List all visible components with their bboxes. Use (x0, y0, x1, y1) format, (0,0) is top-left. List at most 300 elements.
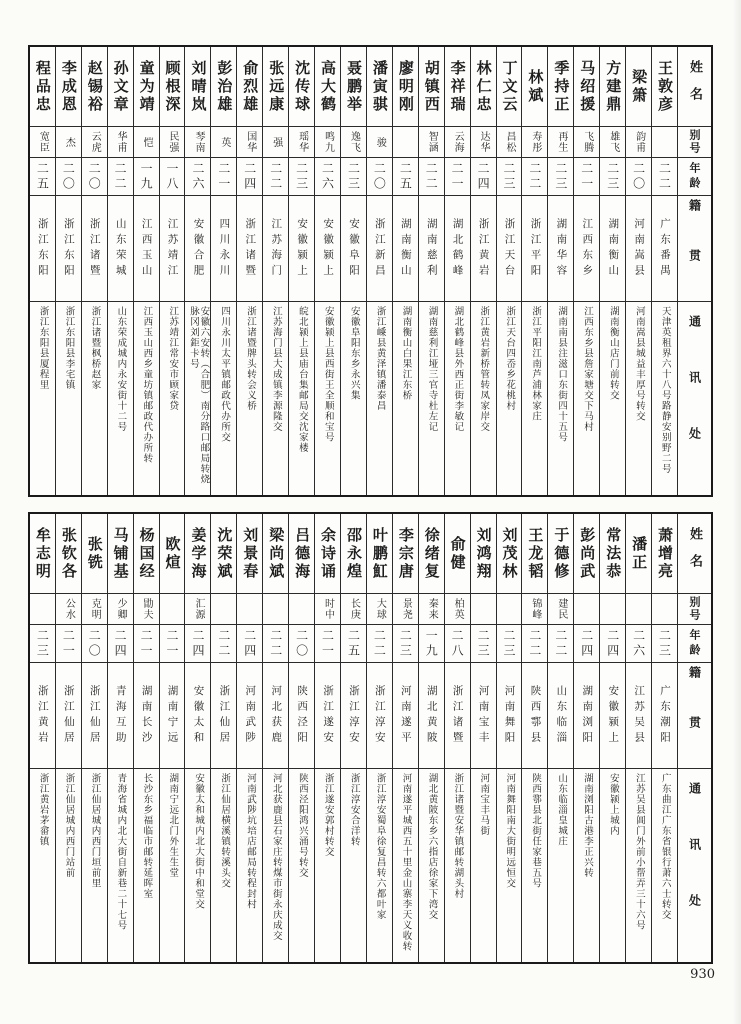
entry-alias: 建民 (555, 598, 567, 620)
entry-age: 二二 (657, 161, 672, 192)
entry-age-cell (82, 625, 107, 663)
entry-address: 安徽六安转（合肥）南分路口邮局转烧脉冈刘鉅卡号 (187, 306, 210, 485)
entry-origin-cell (56, 196, 81, 302)
header-address (678, 302, 711, 495)
entry-address-cell (134, 302, 159, 495)
entry-column (210, 47, 236, 495)
entry-address: 青海省城内北大街自新巷二十七号 (115, 773, 127, 931)
entry-origin-cell (471, 663, 496, 769)
entry-alias: 景尧 (400, 598, 412, 620)
entry-name-cell (30, 514, 55, 594)
entry-age: 二二 (268, 628, 283, 659)
entry-name: 潘正 (630, 535, 649, 572)
entry-alias-cell (626, 127, 651, 158)
entry-age: 二〇 (294, 628, 309, 659)
entry-address-cell (522, 302, 547, 495)
entry-origin: 河南嵩县 (633, 217, 646, 280)
entry-address-cell (367, 302, 392, 495)
entry-name-cell (626, 47, 651, 127)
entry-alias: 民强 (167, 131, 179, 153)
entry-name-cell (600, 47, 625, 127)
entry-name-cell (185, 47, 210, 127)
entry-age: 二〇 (87, 628, 102, 659)
entry-age: 二三 (502, 161, 516, 192)
entry-age: 二〇 (61, 161, 76, 192)
entry-alias-cell (367, 127, 392, 158)
entry-origin: 四川永川 (218, 217, 231, 280)
entry-name-cell (341, 47, 366, 127)
entry-origin: 湖南浏阳 (581, 684, 594, 747)
entry-name-cell (56, 514, 81, 594)
entry-column (366, 514, 392, 962)
entry-address: 河南武陟坑培店邮局转程封村 (245, 773, 256, 910)
entry-alias-cell (30, 594, 55, 625)
entry-age-cell (600, 158, 625, 196)
entry-column (314, 514, 340, 962)
entry-alias-cell (600, 127, 625, 158)
entry-address: 湖南衡山白果江东桥 (400, 306, 412, 401)
entry-column (392, 514, 418, 962)
entry-age-cell (263, 625, 288, 663)
entry-column (288, 514, 314, 962)
header-alias-label: 别号 (688, 596, 701, 622)
entry-age: 二二 (553, 628, 568, 659)
entry-origin-cell (263, 663, 288, 769)
entry-alias-cell (185, 594, 210, 625)
entry-origin: 安徽阜阳 (347, 217, 360, 280)
entry-name: 刘晴岚 (189, 59, 208, 114)
entry-age: 一八 (165, 161, 180, 192)
entry-name: 顾根深 (163, 59, 182, 114)
entry-address-cell (160, 302, 185, 495)
entry-age-cell (30, 625, 55, 663)
header-name-label: 姓名 (687, 526, 702, 581)
entry-name: 叶鹏魟 (370, 526, 389, 581)
entry-age: 二三 (294, 161, 309, 192)
entry-age-cell (82, 158, 107, 196)
entry-age-cell (134, 625, 159, 663)
entry-origin-cell (211, 663, 236, 769)
entry-age-cell (315, 158, 340, 196)
entry-origin: 湖南华容 (555, 217, 568, 280)
entry-age-cell (471, 158, 496, 196)
header-column (677, 514, 711, 962)
entry-name-cell (471, 514, 496, 594)
entry-origin: 浙江平阳 (529, 217, 542, 280)
entry-age: 二六 (320, 161, 335, 192)
entry-alias: 达华 (478, 131, 490, 153)
entry-address: 浙江嵊县黄泽镇潘泰昌 (374, 306, 386, 411)
entry-alias-cell (56, 127, 81, 158)
entry-origin: 广东潮阳 (659, 684, 672, 747)
header-age-label: 年龄 (688, 628, 701, 659)
entry-age: 二二 (527, 628, 542, 659)
entry-age: 二五 (346, 628, 361, 659)
entry-column (81, 514, 107, 962)
entry-name: 刘茂林 (500, 526, 519, 581)
entry-address: 浙江仙居横溪镇转溪头交 (219, 773, 231, 889)
entry-name-cell (548, 514, 573, 594)
entry-alias-cell (652, 127, 677, 158)
entry-alias: 琴南 (192, 131, 204, 153)
entry-alias-cell (289, 127, 314, 158)
entry-column (547, 514, 573, 962)
entry-address: 浙江诸暨牌头转会义桥 (245, 306, 256, 411)
entry-alias-cell (315, 127, 340, 158)
entry-age-cell (652, 158, 677, 196)
entry-origin-cell (522, 196, 547, 302)
entry-age: 二二 (113, 161, 128, 192)
entry-name-cell (548, 47, 573, 127)
entry-address-cell (341, 769, 366, 962)
entry-origin-cell (600, 196, 625, 302)
entry-origin-cell (393, 196, 418, 302)
entry-origin: 江苏靖江 (166, 217, 179, 280)
entry-alias: 锦峰 (529, 598, 541, 620)
entry-name-cell (315, 47, 340, 127)
entry-origin: 浙江遂安 (322, 684, 335, 747)
entry-address: 浙江天台四岙乡花桃村 (504, 306, 516, 411)
entry-origin-cell (626, 196, 651, 302)
entry-name-cell (211, 47, 236, 127)
entry-name-cell (652, 514, 677, 594)
entry-name: 林仁忠 (474, 59, 493, 114)
entry-origin-cell (289, 196, 314, 302)
entry-age: 二〇 (87, 161, 102, 192)
entry-name: 丁文云 (500, 59, 519, 114)
entry-age-cell (237, 625, 262, 663)
entry-name-cell (574, 47, 599, 127)
entry-name: 张远康 (267, 59, 286, 114)
entry-age: 二二 (268, 161, 283, 192)
entry-address-cell (82, 769, 107, 962)
entry-address-cell (626, 302, 651, 495)
entry-origin-cell (600, 663, 625, 769)
entry-address-cell (471, 769, 496, 962)
entry-address-cell (30, 769, 55, 962)
entry-address: 河北获鹿县石家庄转煤市街永庆成交 (270, 773, 282, 941)
entry-name: 徐绪复 (422, 526, 441, 581)
entry-age: 二四 (476, 161, 491, 192)
entry-address: 湖南慈利江垭三官寺杜左记 (426, 306, 438, 432)
entry-origin: 安徽太和 (192, 684, 205, 747)
entry-address-cell (652, 302, 677, 495)
entry-name-cell (211, 514, 236, 594)
entry-column (366, 47, 392, 495)
entry-alias-cell (471, 127, 496, 158)
entry-address: 陕西鄠县北街任家巷五号 (530, 773, 542, 889)
entry-name: 王敦彦 (656, 59, 675, 114)
entry-origin-cell (497, 663, 522, 769)
entry-name-cell (263, 514, 288, 594)
directory-table-bottom (28, 512, 713, 964)
entry-address-cell (185, 769, 210, 962)
entry-name: 李宗唐 (396, 526, 415, 581)
entry-age: 一九 (424, 628, 439, 659)
entry-column (625, 514, 651, 962)
entry-origin-cell (445, 663, 470, 769)
entry-origin-cell (237, 663, 262, 769)
entry-alias: 国华 (244, 131, 256, 153)
entry-alias-cell (30, 127, 55, 158)
entry-alias-cell (497, 127, 522, 158)
header-column (677, 47, 711, 495)
entry-origin-cell (522, 663, 547, 769)
entry-name: 刘鸿翔 (474, 526, 493, 581)
entry-age: 二四 (113, 628, 128, 659)
entry-address-cell (497, 302, 522, 495)
entry-column (418, 47, 444, 495)
entry-alias-cell (263, 594, 288, 625)
header-name (678, 47, 711, 127)
entry-address-cell (237, 769, 262, 962)
entry-address-cell (341, 302, 366, 495)
entry-origin: 浙江东阳 (62, 217, 75, 280)
entry-column (340, 514, 366, 962)
entry-origin: 湖南衡山 (607, 217, 620, 280)
entry-address-cell (30, 302, 55, 495)
entry-address-cell (56, 302, 81, 495)
entry-column (262, 514, 288, 962)
entry-age: 二三 (476, 628, 491, 659)
entry-age: 二四 (190, 628, 205, 659)
entry-address-cell (108, 769, 133, 962)
entry-address-cell (237, 302, 262, 495)
entry-age-cell (626, 625, 651, 663)
entry-address: 河南遂平城西五十里金山寨李天义收转 (400, 773, 412, 952)
entry-address-cell (419, 302, 444, 495)
entry-age-cell (160, 625, 185, 663)
entry-address: 安徽太和城内北大街中和堂交 (193, 773, 205, 910)
entry-origin: 江西玉山 (140, 217, 153, 280)
entry-alias-cell (393, 594, 418, 625)
entry-alias-cell (419, 594, 444, 625)
entry-alias-cell (497, 594, 522, 625)
entry-origin-cell (652, 196, 677, 302)
entry-origin: 广东番禺 (659, 217, 672, 280)
entry-name: 王龙韬 (526, 526, 545, 581)
entry-column (547, 47, 573, 495)
entry-name-cell (289, 47, 314, 127)
entry-alias: 云海 (452, 131, 464, 153)
entry-alias: 克明 (89, 598, 101, 620)
entry-address-cell (211, 302, 236, 495)
entry-address: 浙江东阳县厦程里 (37, 306, 49, 390)
entry-alias: 宽臣 (37, 131, 49, 153)
entry-name: 牟志明 (33, 526, 52, 581)
entry-origin-cell (185, 196, 210, 302)
entry-name-cell (393, 514, 418, 594)
header-alias (678, 594, 711, 625)
entry-age-cell (548, 625, 573, 663)
entry-alias: 汇源 (192, 598, 204, 620)
entry-origin: 浙江诸暨 (88, 217, 101, 280)
entry-name: 刘景春 (241, 526, 260, 581)
entry-age: 二八 (450, 628, 465, 659)
entry-address-cell (626, 769, 651, 962)
entry-column (30, 514, 55, 962)
header-origin-label: 籍贯 (687, 665, 702, 766)
entry-alias: 智涵 (426, 131, 438, 153)
entry-alias-cell (471, 594, 496, 625)
entry-name-cell (497, 47, 522, 127)
entry-origin-cell (56, 663, 81, 769)
entry-alias-cell (522, 594, 547, 625)
entry-name-cell (367, 514, 392, 594)
entry-age: 二一 (450, 161, 465, 192)
entry-alias-cell (56, 594, 81, 625)
entry-address: 江西东乡县詹家塘交下马村 (581, 306, 593, 432)
entry-age-cell (108, 625, 133, 663)
entry-name-cell (315, 514, 340, 594)
entry-address: 湖南南县注滋口东街四十五号 (556, 306, 568, 443)
entry-age: 二二 (527, 161, 542, 192)
entry-address: 安徽颍上城内 (607, 773, 619, 836)
entry-name: 俞烈雄 (241, 59, 260, 114)
entry-column (496, 47, 522, 495)
header-origin (678, 663, 711, 769)
entry-address-cell (522, 769, 547, 962)
entry-origin-cell (419, 196, 444, 302)
entry-address: 浙江仙居城内西门垣前里 (89, 773, 101, 889)
entry-age-cell (574, 158, 599, 196)
entry-origin: 浙江新昌 (373, 217, 386, 280)
entry-origin-cell (652, 663, 677, 769)
entry-origin: 河南遂平 (399, 684, 412, 747)
entry-origin: 浙江诸暨 (451, 684, 464, 747)
entry-column (651, 47, 677, 495)
entry-name-cell (652, 47, 677, 127)
entry-address: 江西玉山西乡童坊镇邮政代办所转 (141, 306, 153, 464)
entry-age: 二一 (216, 161, 231, 192)
entry-name: 姜学海 (189, 526, 208, 581)
entry-alias-cell (548, 594, 573, 625)
entry-age: 二〇 (372, 161, 387, 192)
entry-address: 浙江黄岩茅畲镇 (37, 773, 49, 847)
entry-origin: 湖北鹤峰 (451, 217, 464, 280)
entry-name-cell (108, 514, 133, 594)
entry-age-cell (289, 158, 314, 196)
entry-address: 皖北颍上县庙台集邮局交沈家楼 (296, 306, 308, 453)
entry-address-cell (548, 769, 573, 962)
entry-age-cell (574, 625, 599, 663)
entry-address-cell (600, 302, 625, 495)
entry-column (470, 47, 496, 495)
entry-age-cell (160, 158, 185, 196)
entry-origin: 浙江仙居 (88, 684, 101, 747)
entry-name-cell (393, 47, 418, 127)
entry-address: 湖北鹤峰县外西正街李敏记 (452, 306, 464, 432)
entry-origin: 湖南宁远 (166, 684, 179, 747)
entry-origin: 浙江黄岩 (477, 217, 490, 280)
entry-address-cell (574, 769, 599, 962)
entry-alias-cell (445, 594, 470, 625)
entry-name: 张铣 (85, 535, 104, 572)
entry-column (133, 514, 159, 962)
entry-name-cell (30, 47, 55, 127)
entry-origin-cell (30, 663, 55, 769)
entry-address: 陕西泾阳鸿兴涌号转交 (296, 773, 308, 878)
entry-age: 二三 (605, 161, 620, 192)
entry-column (107, 514, 133, 962)
entry-name: 吕德海 (293, 526, 312, 581)
entry-alias-cell (367, 594, 392, 625)
entry-alias-cell (211, 594, 236, 625)
entry-alias-cell (522, 127, 547, 158)
entry-name: 邵永煌 (344, 526, 363, 581)
entry-name-cell (160, 47, 185, 127)
entry-alias-cell (652, 594, 677, 625)
header-address-label: 通讯处 (687, 314, 702, 483)
entry-column (470, 514, 496, 962)
entry-age-cell (367, 625, 392, 663)
entry-age: 二一 (579, 161, 594, 192)
entry-origin: 陕西鄠县 (529, 684, 542, 747)
entry-origin: 江苏吴县 (633, 684, 646, 747)
entry-name: 梁尚斌 (267, 526, 286, 581)
entry-alias: 鸣九 (322, 131, 334, 153)
entry-name: 赵锡裕 (85, 59, 104, 114)
entry-origin: 湖南长沙 (140, 684, 153, 747)
entry-alias: 勖夫 (141, 598, 153, 620)
entry-origin-cell (419, 663, 444, 769)
entry-column (184, 47, 210, 495)
entry-age-cell (393, 158, 418, 196)
entry-name: 李成恩 (59, 59, 78, 114)
entry-alias-cell (237, 127, 262, 158)
entry-origin: 安徽颍上 (607, 684, 620, 747)
entry-column (521, 47, 547, 495)
entry-name-cell (419, 514, 444, 594)
entry-name: 余诗诵 (319, 526, 338, 581)
header-address (678, 769, 711, 962)
entry-origin: 湖北黄陂 (425, 684, 438, 747)
entry-address: 天津英租界六十八号路静安别野二号 (659, 306, 671, 474)
entry-name-cell (237, 47, 262, 127)
entry-name-cell (341, 514, 366, 594)
entry-age-cell (548, 158, 573, 196)
entry-age: 二三 (398, 628, 413, 659)
entry-age-cell (56, 158, 81, 196)
entry-origin-cell (30, 196, 55, 302)
entry-name-cell (471, 47, 496, 127)
entry-address: 浙江遂安郭村转交 (322, 773, 334, 857)
entry-alias: 再生 (555, 131, 567, 153)
entry-name-cell (289, 514, 314, 594)
entry-alias: 恺 (141, 136, 153, 148)
entry-age-cell (419, 158, 444, 196)
entry-name: 林斌 (526, 68, 545, 105)
entry-age-cell (497, 158, 522, 196)
header-alias-label: 别号 (688, 129, 701, 155)
entry-address: 浙江仙居城内西门站前 (63, 773, 75, 878)
entry-origin: 河南宝丰 (477, 684, 490, 747)
entry-name-cell (419, 47, 444, 127)
entry-age: 二一 (320, 628, 335, 659)
entry-column (236, 47, 262, 495)
entry-age-cell (419, 625, 444, 663)
entry-alias-cell (341, 594, 366, 625)
entry-name-cell (445, 47, 470, 127)
entry-name-cell (237, 514, 262, 594)
entry-address-cell (652, 769, 677, 962)
entry-alias-cell (108, 594, 133, 625)
entry-column (133, 47, 159, 495)
entry-name-cell (497, 514, 522, 594)
entry-column (418, 514, 444, 962)
entry-address-cell (134, 769, 159, 962)
entry-origin-cell (393, 663, 418, 769)
